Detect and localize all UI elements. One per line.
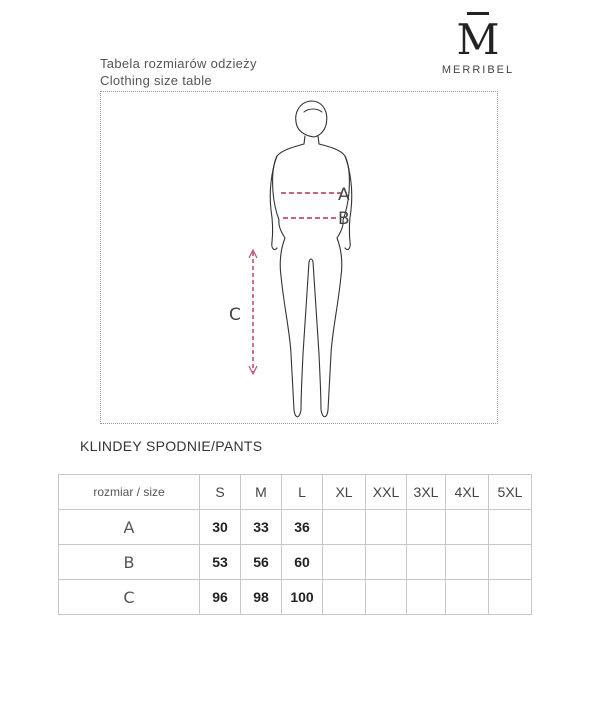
row-label-b: B bbox=[59, 545, 200, 580]
size-col-xl: XL bbox=[323, 475, 366, 510]
size-header-row bbox=[59, 475, 532, 510]
table-cell bbox=[489, 545, 532, 580]
table-row bbox=[59, 510, 532, 545]
figure-label-a: A bbox=[338, 185, 350, 205]
product-name: KLINDEY SPODNIE/PANTS bbox=[80, 438, 263, 454]
figure-label-c: C bbox=[229, 305, 241, 325]
table-cell bbox=[446, 580, 489, 615]
table-cell bbox=[407, 580, 446, 615]
female-silhouette bbox=[270, 101, 352, 417]
body-figure-illustration bbox=[101, 92, 499, 425]
size-col-m: M bbox=[241, 475, 282, 510]
brand-name: MERRIBEL bbox=[441, 64, 515, 76]
table-cell bbox=[323, 545, 366, 580]
size-col-5xl: 5XL bbox=[489, 475, 532, 510]
table-cell: 100 bbox=[282, 580, 323, 615]
figure-frame bbox=[100, 91, 498, 424]
table-cell: 56 bbox=[241, 545, 282, 580]
table-cell: 36 bbox=[282, 510, 323, 545]
table-cell bbox=[366, 580, 407, 615]
size-header-label: rozmiar / size bbox=[59, 475, 200, 510]
table-cell bbox=[446, 545, 489, 580]
row-label-c: C bbox=[59, 580, 200, 615]
table-cell: 60 bbox=[282, 545, 323, 580]
table-cell bbox=[446, 510, 489, 545]
table-cell: 30 bbox=[200, 510, 241, 545]
brand-logo bbox=[430, 12, 526, 82]
table-cell: 98 bbox=[241, 580, 282, 615]
title-polish: Tabela rozmiarów odzieży bbox=[100, 56, 257, 71]
size-col-l: L bbox=[282, 475, 323, 510]
size-col-xxl: XXL bbox=[366, 475, 407, 510]
table-cell bbox=[366, 510, 407, 545]
table-cell bbox=[489, 580, 532, 615]
size-col-s: S bbox=[200, 475, 241, 510]
table-cell bbox=[407, 510, 446, 545]
size-table bbox=[58, 474, 532, 615]
table-cell bbox=[407, 545, 446, 580]
title-english: Clothing size table bbox=[100, 73, 212, 88]
logo-letter: M bbox=[456, 15, 500, 64]
table-cell: 33 bbox=[241, 510, 282, 545]
table-cell bbox=[323, 510, 366, 545]
size-col-4xl: 4XL bbox=[446, 475, 489, 510]
table-row bbox=[59, 545, 532, 580]
table-cell bbox=[366, 545, 407, 580]
table-row bbox=[59, 580, 532, 615]
table-cell: 96 bbox=[200, 580, 241, 615]
size-col-3xl: 3XL bbox=[407, 475, 446, 510]
row-label-a: A bbox=[59, 510, 200, 545]
table-cell bbox=[489, 510, 532, 545]
table-cell: 53 bbox=[200, 545, 241, 580]
table-cell bbox=[323, 580, 366, 615]
measurement-marks bbox=[249, 193, 341, 374]
figure-label-b: B bbox=[338, 209, 350, 229]
